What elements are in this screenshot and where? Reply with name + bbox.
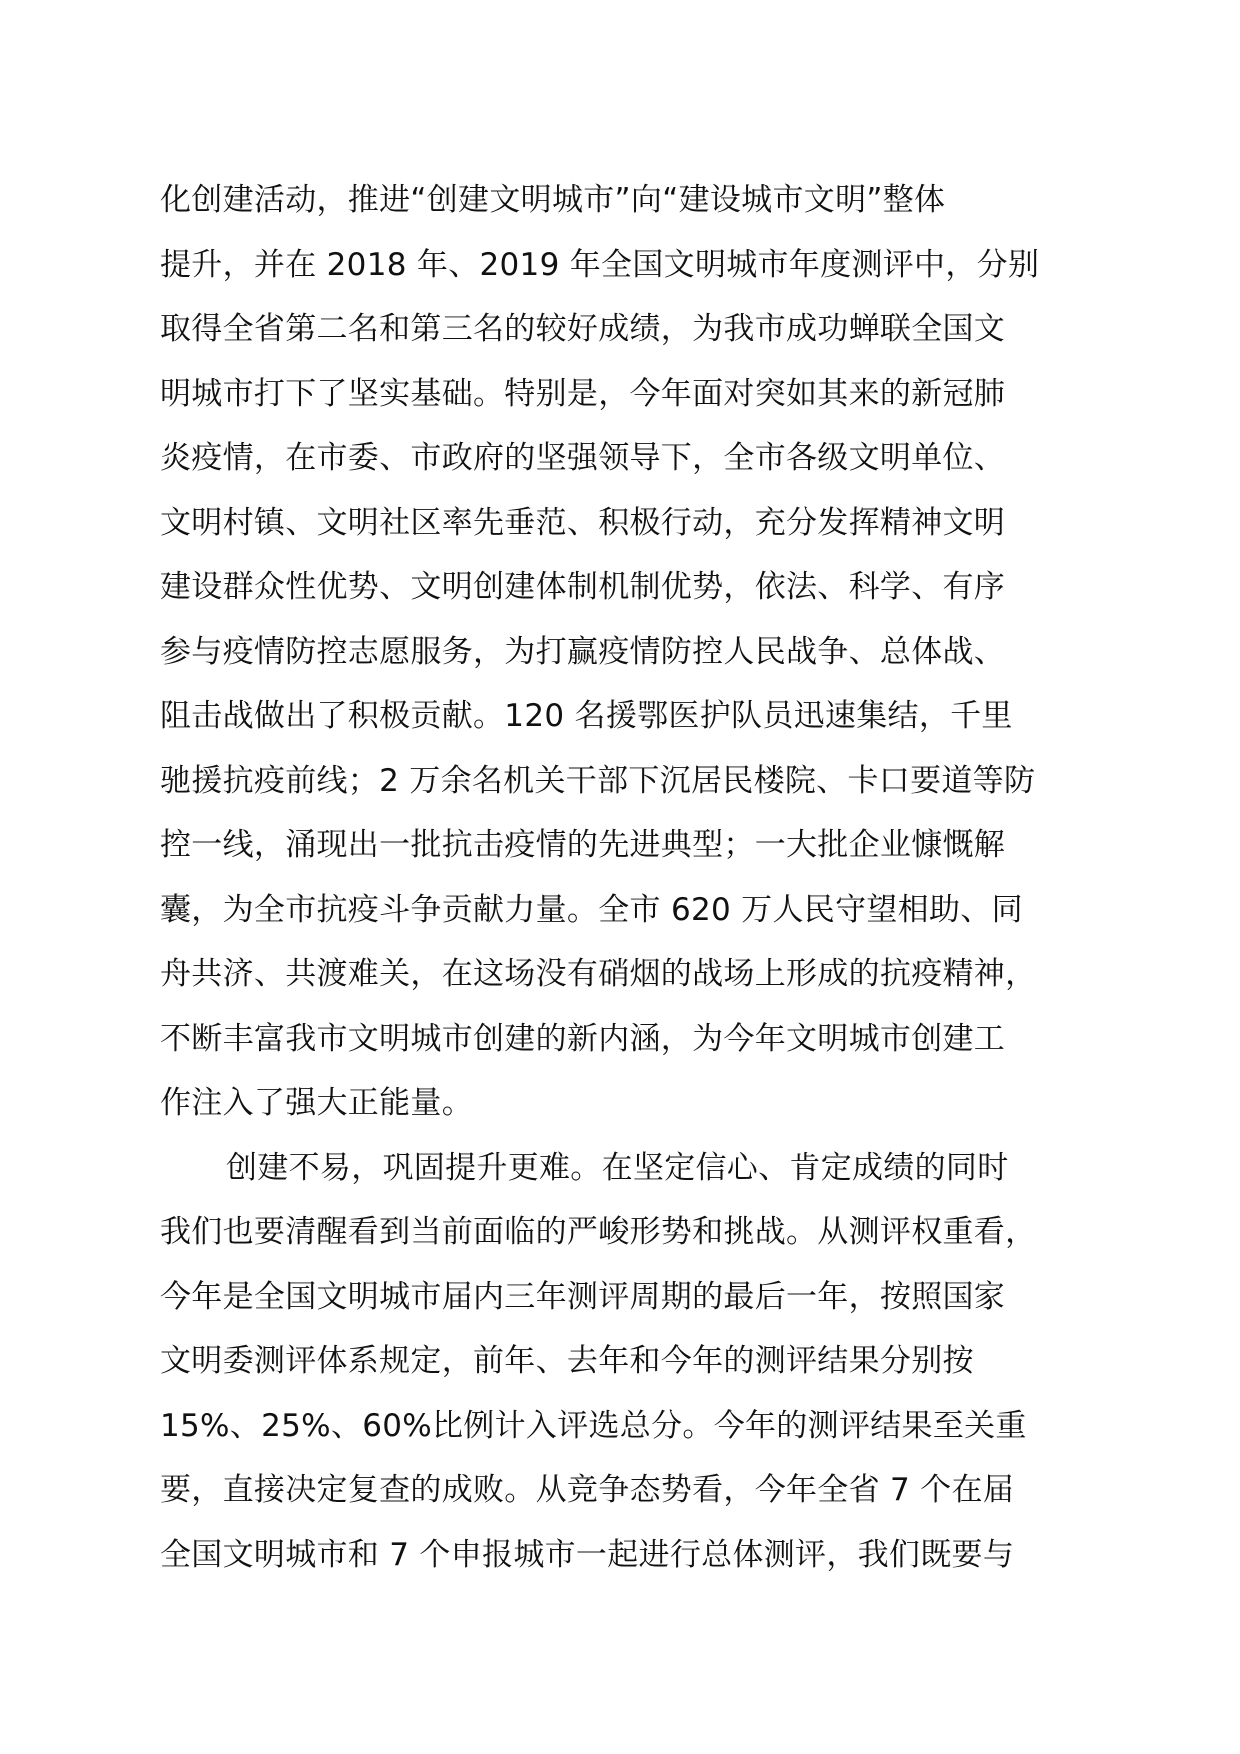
text-line: 控一线，涌现出一批抗击疫情的先进典型；一大批企业慷慨解 [160, 827, 1006, 863]
text-line: 阻击战做出了积极贡献。120 名援鄂医护队员迅速集结，千里 [160, 698, 1013, 734]
text-line: 取得全省第二名和第三名的较好成绩，为我市成功蝉联全国文 [160, 311, 1006, 347]
text-line: 15%、25%、60%比例计入评选总分。今年的测评结果至关重 [160, 1407, 1027, 1444]
text-line: 文明委测评体系规定，前年、去年和今年的测评结果分别按 [160, 1343, 974, 1379]
text-line: 炎疫情，在市委、市政府的坚强领导下，全市各级文明单位、 [160, 440, 1006, 476]
text-line: 我们也要清醒看到当前面临的严峻形势和挑战。从测评权重看， [160, 1214, 1037, 1250]
text-line: 要，直接决定复查的成败。从竞争态势看，今年全省 7 个在届 [160, 1472, 1015, 1508]
paragraph-start-line: 创建不易，巩固提升更难。在坚定信心、肯定成绩的同时 [226, 1149, 1009, 1186]
body-text [160, 168, 1120, 1587]
text-line: 全国文明城市和 7 个申报城市一起进行总体测评，我们既要与 [160, 1536, 1015, 1573]
text-line: 建设群众性优势、文明创建体制机制优势，依法、科学、有序 [160, 569, 1006, 605]
text-line: 文明村镇、文明社区率先垂范、积极行动，充分发挥精神文明 [160, 504, 1006, 541]
text-line: 作注入了强大正能量。 [160, 1085, 473, 1121]
text-line: 囊，为全市抗疫斗争贡献力量。全市 620 万人民守望相助、同 [160, 891, 1023, 928]
text-line: 参与疫情防控志愿服务，为打赢疫情防控人民战争、总体战、 [160, 633, 1006, 670]
text-line: 今年是全国文明城市届内三年测评周期的最后一年，按照国家 [160, 1278, 1006, 1315]
text-line: 化创建活动，推进“创建文明城市”向“建设城市文明”整体 [160, 182, 946, 218]
text-line: 明城市打下了坚实基础。特别是，今年面对突如其来的新冠肺 [160, 375, 1006, 412]
text-line: 驰援抗疫前线；2 万余名机关干部下沉居民楼院、卡口要道等防 [160, 762, 1036, 799]
text-line: 舟共济、共渡难关，在这场没有硝烟的战场上形成的抗疫精神， [160, 956, 1037, 992]
text-line: 提升，并在 2018 年、2019 年全国文明城市年度测评中，分别 [160, 246, 1040, 283]
text-line: 不断丰富我市文明城市创建的新内涵，为今年文明城市创建工 [160, 1020, 1006, 1057]
